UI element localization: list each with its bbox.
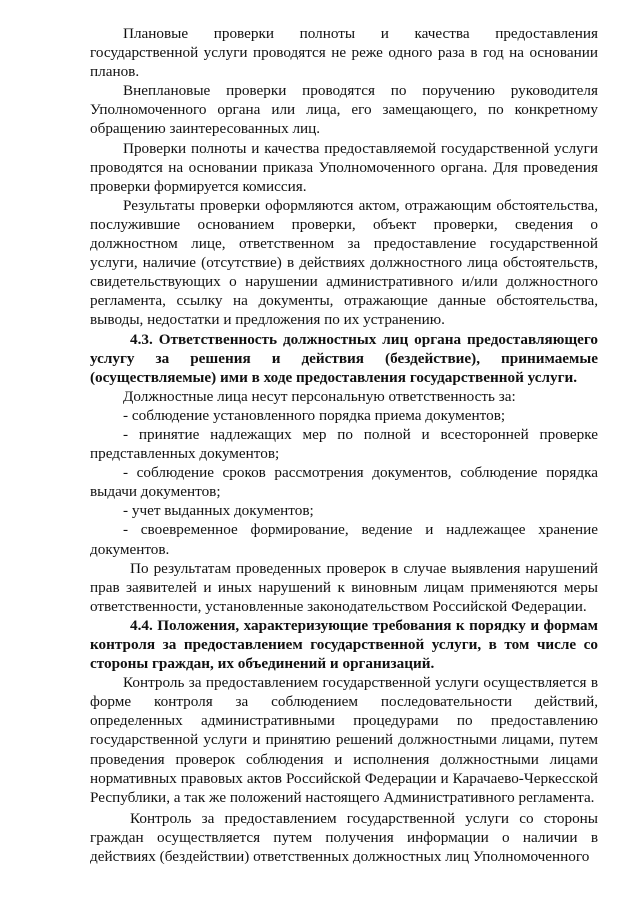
- list-item-document-storage: - своевременное формирование, ведение и надлежащее хранение документов.: [90, 521, 598, 558]
- list-item-issued-documents: - учет выданных документов;: [123, 502, 314, 520]
- paragraph-checks-basis: Проверки полноты и качества предоставляемой государственной услуги проводятся на основании приказа Уполномоченного органа. Для проведения проверки формируется комиссия.: [90, 139, 598, 195]
- section-heading-4-4: 4.4. Положения, характеризующие требования к порядку и формам контроля за предоставлением государственной услуги, в том числе со стороны граждан, их объединений и организаций.: [90, 616, 598, 673]
- paragraph-unplanned-checks: Внеплановые проверки проводятся по поручению руководителя Уполномоченного органа или лица, его замещающего, по конкретному обращению заинтересованных лиц.: [90, 82, 598, 138]
- paragraph-check-results: Результаты проверки оформляются актом, отражающим обстоятельства, послужившие основанием проверки, объект проверки, сведения о должностном лице, ответственном за предоставление государственной услуги, наличие (отсутствие) в действиях должностного лица обстоятельств, свидетельствующих о нарушении административного и/или должностного регламента, ссылку на документы, отражающие данные обстоятельства, выводы, недостатки и предложения по их устранению.: [90, 196, 598, 329]
- paragraph-responsibility-intro: Должностные лица несут персональную ответственность за:: [123, 387, 516, 405]
- list-item-reception-order: - соблюдение установленного порядка приема документов;: [123, 406, 506, 424]
- paragraph-planned-checks: Плановые проверки полноты и качества предоставления государственной услуги проводятся не реже одного раза в год на основании планов.: [90, 25, 598, 81]
- list-item-document-check: - принятие надлежащих мер по полной и всесторонней проверке представленных документов;: [90, 425, 598, 463]
- paragraph-violation-measures: По результатам проведенных проверок в случае выявления нарушений прав заявителей и иных нарушений к виновным лицам применяются меры ответственности, установленные законодательством Российской Федерации.: [90, 559, 598, 615]
- document-page: [90, 24, 598, 866]
- paragraph-citizen-control: Контроль за предоставлением государственной услуги со стороны граждан осуществляется путем получения информации о наличии в действиях (бездействии) ответственных должностных лиц Уполномоченного: [90, 809, 598, 866]
- section-heading-4-3: 4.3. Ответственность должностных лиц органа предоставляющего услугу за решения и действия (бездействие), принимаемые (осуществляемые) ими в ходе предоставления государственной услуги.: [90, 330, 598, 386]
- paragraph-control-form: Контроль за предоставлением государственной услуги осуществляется в форме контроля за соблюдением последовательности действий, определенных административными процедурами по предоставлению государственной услуги и принятию решений должностными лицами, путем проведения проверок соблюдения и исполнения должностными лицами нормативных правовых актов Российской Федерации и Карачаево-Черкесской Республики, а так же положений настоящего Административного регламента.: [90, 674, 598, 806]
- list-item-review-deadlines: - соблюдение сроков рассмотрения документов, соблюдение порядка выдачи документов;: [90, 464, 598, 501]
